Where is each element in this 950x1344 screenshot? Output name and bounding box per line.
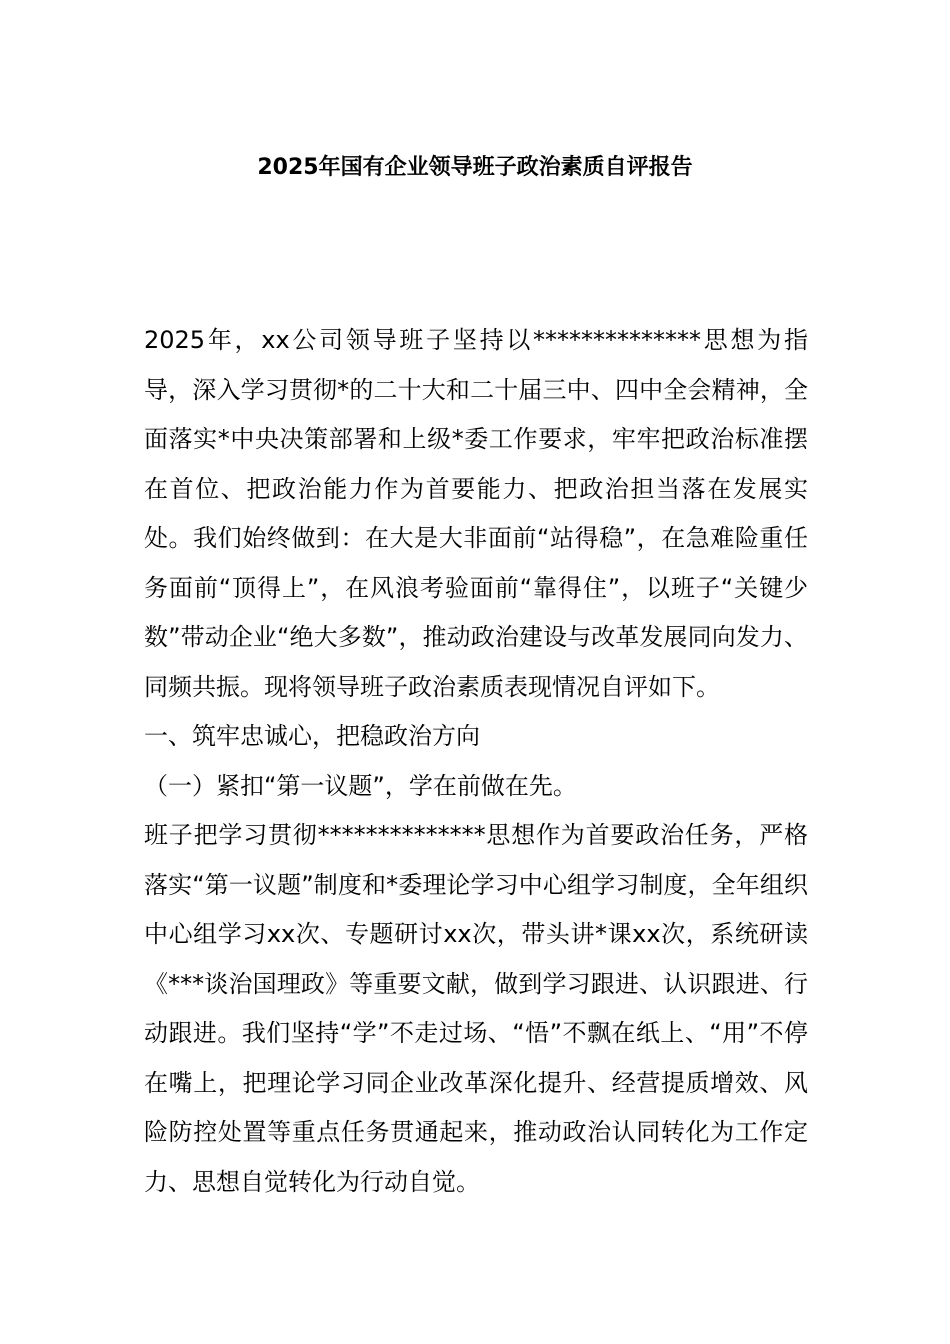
- intro-paragraph: 2025年，xx公司领导班子坚持以**************思想为指导，深入学习贯彻*的二十大和二十届三中、四中全会精神，全面落实*中央决策部署和上级*委工作要求，牢牢把政治标准摆在首位、把政治能力作为首要能力、把政治担当落在发展实处。我们始终做到：在大是大非面前“站得稳”，在急难险重任务面前“顶得上”，在风浪考验面前“靠得住”，以班子“关键少数”带动企业“绝大多数”，推动政治建设与改革发展同向发力、同频共振。现将领导班子政治素质表现情况自评如下。: [144, 326, 808, 701]
- document-body: [144, 316, 808, 1207]
- document-title: 2025年国有企业领导班子政治素质自评报告: [257, 155, 693, 180]
- subsection-paragraph-1: 班子把学习贯彻**************思想作为首要政治任务，严格落实“第一议题”制度和*委理论学习中心组学习制度，全年组织中心组学习xx次、专题研讨xx次，带头讲*课xx次，系统研读《***谈治国理政》等重要文献，做到学习跟进、认识跟进、行动跟进。我们坚持“学”不走过场、“悟”不飘在纸上、“用”不停在嘴上，把理论学习同企业改革深化提升、经营提质增效、风险防控处置等重点任务贯通起来，推动政治认同转化为工作定力、思想自觉转化为行动自觉。: [144, 821, 808, 1196]
- subsection-heading-1: （一）紧扣“第一议题”，学在前做在先。: [144, 771, 577, 800]
- section-heading-1: 一、筑牢忠诚心，把稳政治方向: [144, 722, 480, 750]
